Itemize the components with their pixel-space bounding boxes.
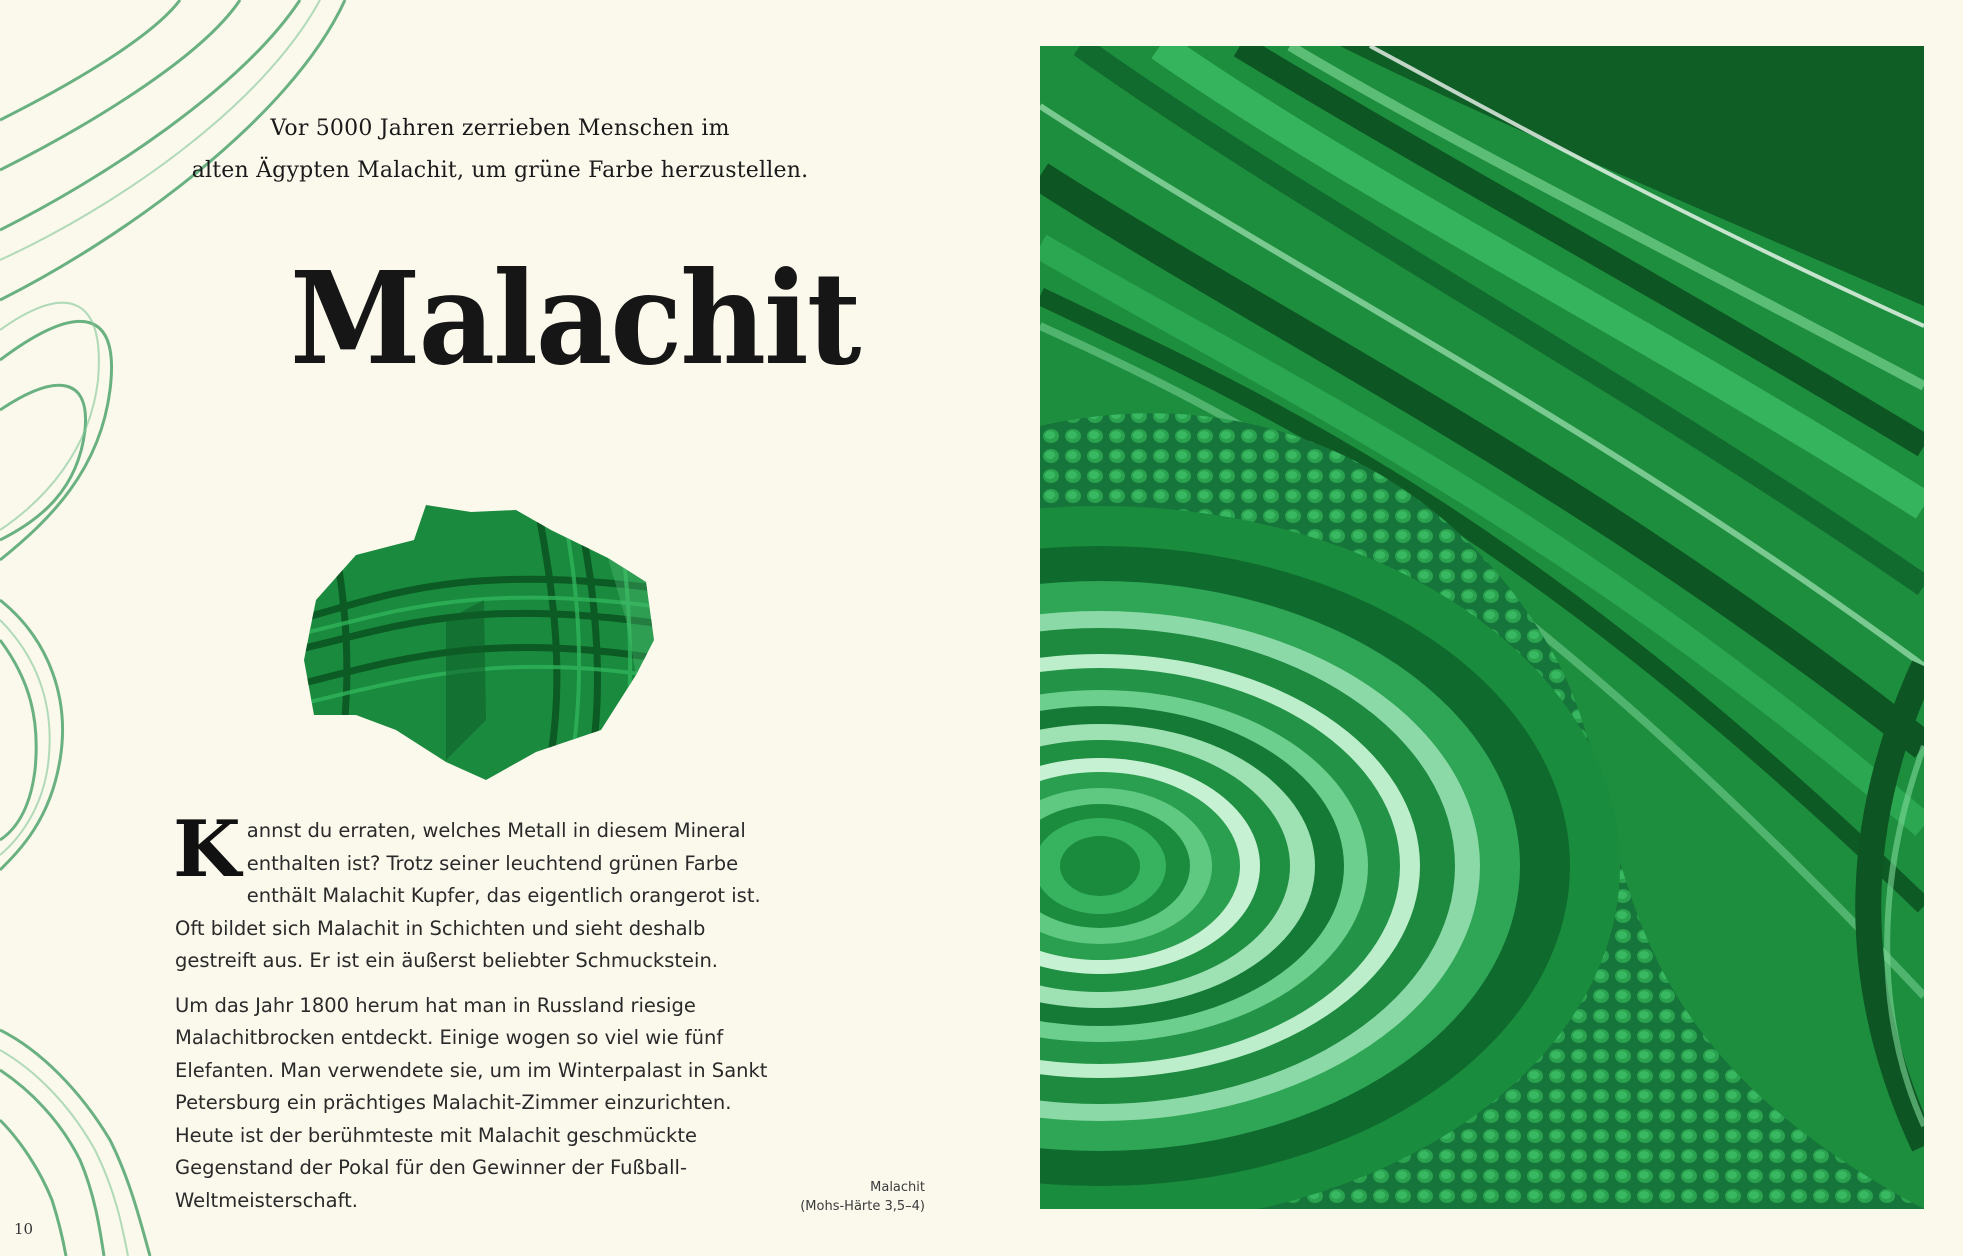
page-title: Malachit (290, 243, 860, 394)
malachite-photo (1040, 46, 1924, 1209)
drop-cap: K (173, 804, 241, 895)
paragraph-1-text: annst du erraten, welches Metall in diesem Mineral enthalten ist? Trotz seiner leuchtend grünen Farbe enthält Malachit Kupfer, das eigentlich orangerot ist. Oft bildet sich Malachit in Schichten und sieht deshalb gestreift aus. Er ist ein äußerst beliebter Schmuckstein. (175, 819, 761, 972)
body-text (173, 804, 785, 1229)
paragraph-2: Um das Jahr 1800 herum hat man in Russland riesige Malachitbrocken entdeckt. Einige wogen so viel wie fünf Elefanten. Man verwendete sie, um im Winterpalast in Sankt Petersburg ein prächtiges Malachit-Zimmer einzurichten. Heute ist der berühmteste mit Malachit geschmückte Gegenstand der Pokal für den Gewinner der Fußball-Weltmeisterschaft. (175, 993, 768, 1212)
caption-hardness: (Mohs-Härte 3,5–4) (800, 1199, 925, 1214)
intro-line-1: Vor 5000 Jahren zerrieben Menschen im (270, 116, 730, 141)
malachite-nugget-illustration (296, 500, 668, 782)
intro-text (150, 108, 850, 192)
photo-caption (770, 1178, 925, 1216)
paragraph-1 (173, 804, 785, 978)
intro-line-2: alten Ägypten Malachit, um grüne Farbe herzustellen. (191, 158, 809, 183)
page-number: 10 (14, 1220, 34, 1238)
caption-mineral-name: Malachit (870, 1180, 925, 1195)
